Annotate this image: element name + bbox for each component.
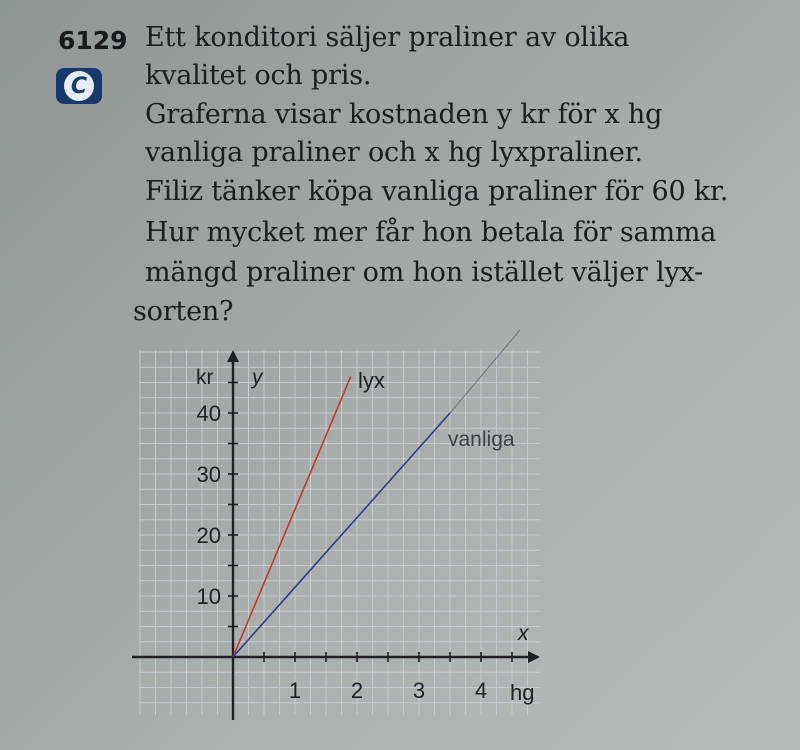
series-label-vanliga: vanliga <box>448 428 515 451</box>
series-line-lyx <box>233 376 351 657</box>
axes <box>132 352 538 720</box>
pencil-extension <box>450 330 520 413</box>
y-tick-label: 20 <box>196 523 221 548</box>
problem-text-line: Ett konditori säljer praliner av olika <box>145 22 630 53</box>
series-label-lyx: lyx <box>358 368 385 393</box>
x-tick-label: 1 <box>288 678 302 703</box>
problem-text-line: kvalitet och pris. <box>145 60 372 91</box>
problem-text-line: Graferna visar kostnaden y kr för x hg <box>145 99 663 130</box>
y-tick-label: 10 <box>196 584 221 609</box>
x-tick-label: 3 <box>412 678 426 703</box>
problem-text-line: sorten? <box>133 296 234 327</box>
x-tick-label: 4 <box>474 678 488 703</box>
x-unit-label: hg <box>510 680 535 705</box>
problem-text-line: Hur mycket mer får hon betala för samma <box>145 217 717 248</box>
problem-text-line: Filiz tänker köpa vanliga praliner för 60 kr. <box>145 176 729 207</box>
y-axis-letter: y <box>252 366 263 389</box>
problem-text-line: vanliga praliner och x hg lyxpraliner. <box>145 137 643 168</box>
problem-text-line: mängd praliner om hon istället väljer lyx- <box>145 257 704 288</box>
y-unit-label: kr <box>196 366 214 389</box>
x-axis-letter: x <box>518 622 529 645</box>
level-letter: C <box>70 73 88 99</box>
problem-number: 6129 <box>58 26 128 55</box>
x-tick-label: 2 <box>350 678 364 703</box>
y-tick-label: 40 <box>196 401 221 426</box>
y-tick-label: 30 <box>196 462 221 487</box>
